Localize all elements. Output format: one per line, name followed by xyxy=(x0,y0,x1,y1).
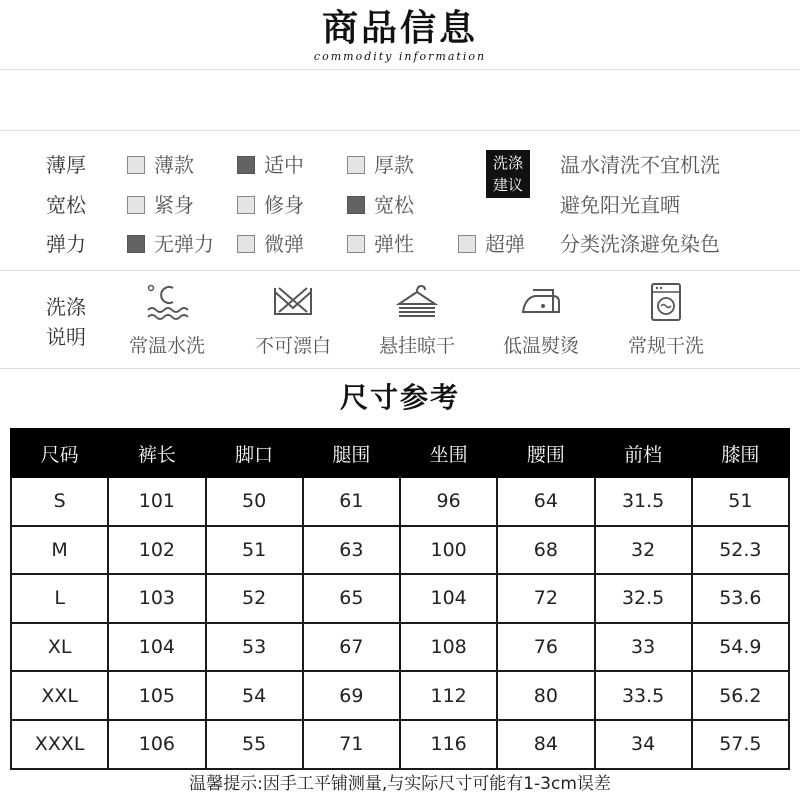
checkbox-icon xyxy=(237,235,255,253)
checkbox-icon xyxy=(347,156,365,174)
divider xyxy=(0,270,800,271)
property-row-fit xyxy=(0,190,800,220)
column-header: 前档 xyxy=(595,429,692,477)
table-cell: 33 xyxy=(595,623,692,672)
table-cell: 31.5 xyxy=(595,477,692,526)
divider xyxy=(0,368,800,369)
table-header-row xyxy=(11,429,789,477)
care-item-no-bleach xyxy=(233,282,353,358)
option-label: 修身 xyxy=(264,193,304,217)
option-slim xyxy=(237,190,304,220)
checkbox-icon xyxy=(127,156,145,174)
option-label: 适中 xyxy=(264,153,304,177)
option-slight-stretch xyxy=(237,229,304,259)
option-label: 宽松 xyxy=(374,193,414,217)
table-cell: 33.5 xyxy=(595,671,692,720)
table-cell: XXXL xyxy=(11,720,108,769)
no-bleach-icon xyxy=(271,282,315,322)
checkbox-icon xyxy=(127,196,145,214)
option-label: 紧身 xyxy=(154,193,194,217)
table-cell: L xyxy=(11,574,108,623)
care-item-dry-clean xyxy=(606,282,726,358)
table-cell: 32 xyxy=(595,526,692,575)
table-cell: 96 xyxy=(400,477,497,526)
column-header: 尺码 xyxy=(11,429,108,477)
table-cell: 106 xyxy=(108,720,205,769)
option-label: 微弹 xyxy=(264,232,304,256)
table-row xyxy=(11,720,789,769)
table-cell: 61 xyxy=(303,477,400,526)
care-label: 常规干洗 xyxy=(627,335,704,357)
option-label: 超弹 xyxy=(485,232,525,256)
table-cell: 65 xyxy=(303,574,400,623)
wash-advice-badge-line: 洗涤 xyxy=(492,154,523,172)
option-no-stretch xyxy=(127,229,214,259)
property-label: 薄厚 xyxy=(46,153,86,177)
table-cell: 64 xyxy=(497,477,594,526)
care-label-line: 说明 xyxy=(46,325,86,349)
table-cell: 57.5 xyxy=(692,720,789,769)
table-cell: 32.5 xyxy=(595,574,692,623)
checkbox-icon xyxy=(458,235,476,253)
table-cell: XL xyxy=(11,623,108,672)
table-cell: 55 xyxy=(206,720,303,769)
size-table xyxy=(10,428,790,770)
dry-clean-icon xyxy=(644,282,688,322)
table-cell: 101 xyxy=(108,477,205,526)
divider xyxy=(0,130,800,131)
table-cell: 50 xyxy=(206,477,303,526)
table-cell: 67 xyxy=(303,623,400,672)
option-loose xyxy=(347,190,414,220)
table-cell: 69 xyxy=(303,671,400,720)
option-stretch xyxy=(347,229,414,259)
care-label: 低温熨烫 xyxy=(502,335,579,357)
option-medium xyxy=(237,150,304,180)
wash-water-icon xyxy=(145,282,189,322)
checkbox-checked-icon xyxy=(127,235,145,253)
table-cell: 72 xyxy=(497,574,594,623)
table-cell: 54.9 xyxy=(692,623,789,672)
table-cell: 104 xyxy=(400,574,497,623)
checkbox-icon xyxy=(347,235,365,253)
care-item-hang-dry xyxy=(357,282,477,358)
table-cell: M xyxy=(11,526,108,575)
column-header: 腰围 xyxy=(497,429,594,477)
iron-icon xyxy=(519,282,563,322)
measurement-footnote: 温馨提示:因手工平铺测量,与实际尺寸可能有1-3cm误差 xyxy=(189,774,611,794)
table-cell: 76 xyxy=(497,623,594,672)
table-cell: 104 xyxy=(108,623,205,672)
care-label: 悬挂晾干 xyxy=(378,335,455,357)
table-cell: 68 xyxy=(497,526,594,575)
option-super-stretch xyxy=(458,229,525,259)
table-cell: 51 xyxy=(692,477,789,526)
table-row xyxy=(11,526,789,575)
table-cell: 63 xyxy=(303,526,400,575)
table-cell: 84 xyxy=(497,720,594,769)
hanger-icon xyxy=(395,282,439,322)
care-item-wash xyxy=(107,282,227,358)
table-cell: 56.2 xyxy=(692,671,789,720)
wash-note: 避免阳光直晒 xyxy=(560,193,680,217)
table-cell: 105 xyxy=(108,671,205,720)
table-cell: XXL xyxy=(11,671,108,720)
column-header: 坐围 xyxy=(400,429,497,477)
table-cell: 116 xyxy=(400,720,497,769)
table-cell: 102 xyxy=(108,526,205,575)
option-thick xyxy=(347,150,414,180)
care-item-iron xyxy=(481,282,601,358)
table-cell: 52.3 xyxy=(692,526,789,575)
table-cell: 112 xyxy=(400,671,497,720)
table-row xyxy=(11,623,789,672)
checkbox-icon xyxy=(237,196,255,214)
care-label-line: 洗涤 xyxy=(46,295,86,319)
option-label: 无弹力 xyxy=(154,232,214,256)
checkbox-checked-icon xyxy=(237,156,255,174)
wash-advice-badge xyxy=(486,150,530,198)
table-cell: 53 xyxy=(206,623,303,672)
table-cell: 71 xyxy=(303,720,400,769)
column-header: 裤长 xyxy=(108,429,205,477)
option-tight xyxy=(127,190,194,220)
table-cell: 53.6 xyxy=(692,574,789,623)
option-label: 厚款 xyxy=(374,153,414,177)
care-label: 不可漂白 xyxy=(254,335,331,357)
option-label: 弹性 xyxy=(374,232,414,256)
table-cell: 34 xyxy=(595,720,692,769)
table-cell: S xyxy=(11,477,108,526)
column-header: 腿围 xyxy=(303,429,400,477)
table-cell: 80 xyxy=(497,671,594,720)
column-header: 脚口 xyxy=(206,429,303,477)
wash-note: 温水清洗不宜机洗 xyxy=(560,153,720,177)
property-label: 宽松 xyxy=(46,193,86,217)
page-title: 商品信息 xyxy=(321,8,478,49)
option-thin xyxy=(127,150,194,180)
table-row xyxy=(11,574,789,623)
property-label: 弹力 xyxy=(46,232,86,256)
care-section-label xyxy=(46,292,96,352)
wash-advice-badge-line: 建议 xyxy=(492,176,523,194)
column-header: 膝围 xyxy=(692,429,789,477)
table-cell: 103 xyxy=(108,574,205,623)
page-subtitle: commodity information xyxy=(313,50,487,63)
table-row xyxy=(11,477,789,526)
divider xyxy=(0,69,800,70)
size-chart-title: 尺寸参考 xyxy=(339,381,460,414)
table-cell: 52 xyxy=(206,574,303,623)
checkbox-checked-icon xyxy=(347,196,365,214)
option-label: 薄款 xyxy=(154,153,194,177)
table-cell: 108 xyxy=(400,623,497,672)
table-cell: 100 xyxy=(400,526,497,575)
table-row xyxy=(11,671,789,720)
care-label: 常温水洗 xyxy=(128,335,205,357)
table-cell: 51 xyxy=(206,526,303,575)
table-cell: 54 xyxy=(206,671,303,720)
wash-note: 分类洗涤避免染色 xyxy=(560,232,720,256)
